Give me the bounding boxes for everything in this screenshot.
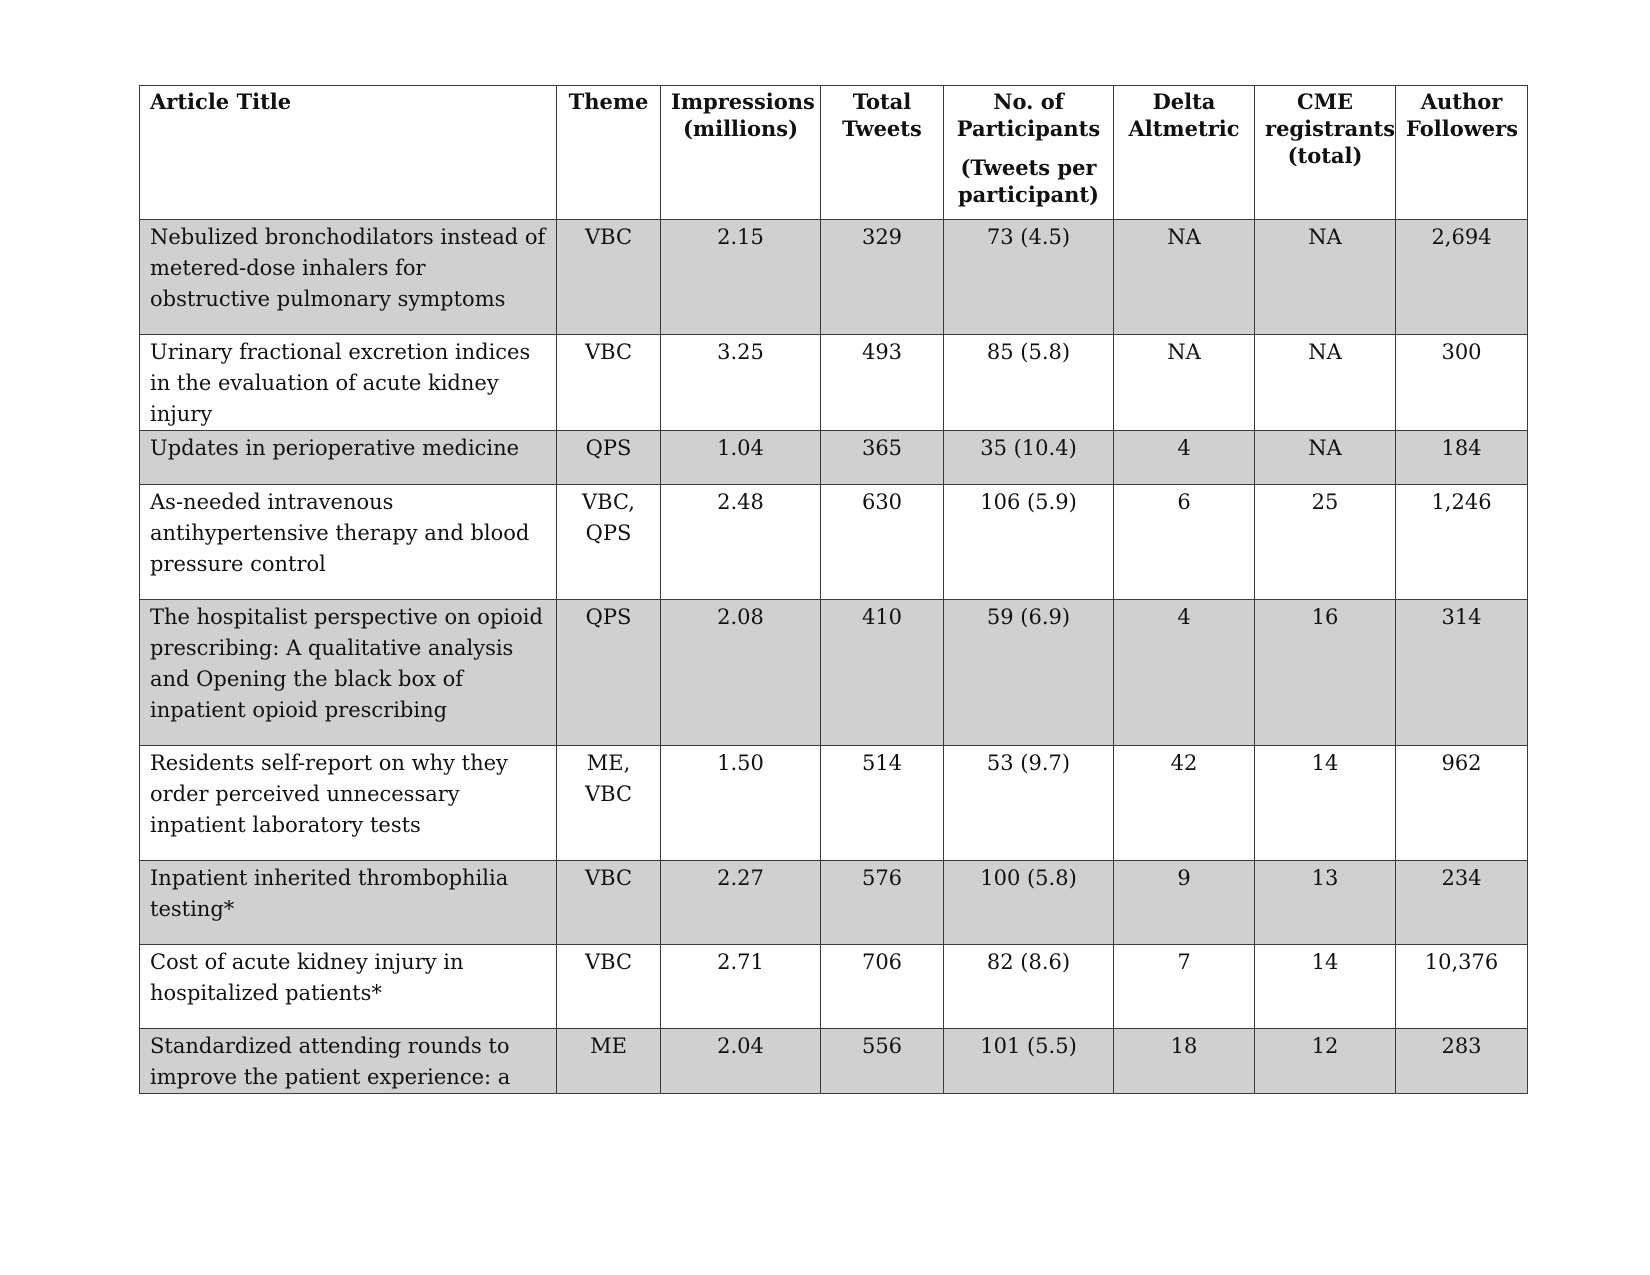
cell-article-title: Updates in perioperative medicine bbox=[140, 431, 557, 485]
cell-participants: 53 (9.7) bbox=[944, 746, 1114, 861]
cell-delta-altmetric: 4 bbox=[1114, 431, 1255, 485]
header-article-title: Article Title bbox=[140, 86, 557, 220]
cell-author-followers: 234 bbox=[1396, 861, 1528, 945]
header-impressions: Impressions (millions) bbox=[661, 86, 821, 220]
cell-delta-altmetric: 6 bbox=[1114, 485, 1255, 600]
table-row bbox=[140, 1029, 1528, 1094]
cell-total-tweets: 329 bbox=[821, 220, 944, 335]
cell-impressions: 2.27 bbox=[661, 861, 821, 945]
cell-delta-altmetric: 4 bbox=[1114, 600, 1255, 746]
cell-author-followers: 1,246 bbox=[1396, 485, 1528, 600]
cell-author-followers: 962 bbox=[1396, 746, 1528, 861]
header-theme: Theme bbox=[557, 86, 661, 220]
cell-total-tweets: 493 bbox=[821, 335, 944, 431]
cell-impressions: 2.08 bbox=[661, 600, 821, 746]
header-participants-main: No. of Participants bbox=[956, 89, 1101, 141]
cell-author-followers: 300 bbox=[1396, 335, 1528, 431]
cell-theme: VBC bbox=[557, 220, 661, 335]
cell-author-followers: 10,376 bbox=[1396, 945, 1528, 1029]
header-total-tweets: Total Tweets bbox=[821, 86, 944, 220]
cell-article-title: The hospitalist perspective on opioid prescribing: A qualitative analysis and Opening the black box of inpatient opioid prescribing bbox=[140, 600, 557, 746]
header-participants-sub: (Tweets per participant) bbox=[958, 155, 1099, 207]
cell-impressions: 1.50 bbox=[661, 746, 821, 861]
cell-theme: VBC bbox=[557, 861, 661, 945]
cell-article-title: Residents self-report on why they order perceived unnecessary inpatient laboratory tests bbox=[140, 746, 557, 861]
cell-delta-altmetric: 9 bbox=[1114, 861, 1255, 945]
header-cme-registrants: CME registrants (total) bbox=[1255, 86, 1396, 220]
cell-cme-registrants: 16 bbox=[1255, 600, 1396, 746]
header-author-followers: Author Followers bbox=[1396, 86, 1528, 220]
cell-cme-registrants: NA bbox=[1255, 431, 1396, 485]
cell-theme: VBC, QPS bbox=[557, 485, 661, 600]
cell-impressions: 2.71 bbox=[661, 945, 821, 1029]
table-header-row bbox=[140, 86, 1528, 220]
cell-theme: QPS bbox=[557, 431, 661, 485]
cell-total-tweets: 365 bbox=[821, 431, 944, 485]
cell-cme-registrants: 12 bbox=[1255, 1029, 1396, 1094]
cell-total-tweets: 630 bbox=[821, 485, 944, 600]
table-row bbox=[140, 746, 1528, 861]
cell-author-followers: 314 bbox=[1396, 600, 1528, 746]
cell-article-title: Nebulized bronchodilators instead of metered-dose inhalers for obstructive pulmonary symptoms bbox=[140, 220, 557, 335]
cell-cme-registrants: NA bbox=[1255, 220, 1396, 335]
cell-cme-registrants: 14 bbox=[1255, 746, 1396, 861]
cell-delta-altmetric: 7 bbox=[1114, 945, 1255, 1029]
cell-participants: 101 (5.5) bbox=[944, 1029, 1114, 1094]
cell-theme: ME bbox=[557, 1029, 661, 1094]
cell-theme: ME, VBC bbox=[557, 746, 661, 861]
cell-participants: 59 (6.9) bbox=[944, 600, 1114, 746]
cell-participants: 85 (5.8) bbox=[944, 335, 1114, 431]
cell-delta-altmetric: 42 bbox=[1114, 746, 1255, 861]
cell-article-title: As-needed intravenous antihypertensive therapy and blood pressure control bbox=[140, 485, 557, 600]
cell-delta-altmetric: NA bbox=[1114, 220, 1255, 335]
table-row bbox=[140, 861, 1528, 945]
cell-impressions: 3.25 bbox=[661, 335, 821, 431]
cell-theme: VBC bbox=[557, 335, 661, 431]
cell-article-title: Standardized attending rounds to improve the patient experience: a bbox=[140, 1029, 557, 1094]
cell-impressions: 2.15 bbox=[661, 220, 821, 335]
cell-delta-altmetric: 18 bbox=[1114, 1029, 1255, 1094]
cell-impressions: 2.04 bbox=[661, 1029, 821, 1094]
cell-total-tweets: 556 bbox=[821, 1029, 944, 1094]
cell-participants: 73 (4.5) bbox=[944, 220, 1114, 335]
cell-cme-registrants: 13 bbox=[1255, 861, 1396, 945]
cell-author-followers: 184 bbox=[1396, 431, 1528, 485]
cell-total-tweets: 576 bbox=[821, 861, 944, 945]
cell-participants: 35 (10.4) bbox=[944, 431, 1114, 485]
cell-total-tweets: 706 bbox=[821, 945, 944, 1029]
header-participants bbox=[944, 86, 1114, 220]
table-row bbox=[140, 431, 1528, 485]
cell-cme-registrants: 14 bbox=[1255, 945, 1396, 1029]
cell-impressions: 1.04 bbox=[661, 431, 821, 485]
table-row bbox=[140, 945, 1528, 1029]
cell-participants: 100 (5.8) bbox=[944, 861, 1114, 945]
cell-article-title: Urinary fractional excretion indices in the evaluation of acute kidney injury bbox=[140, 335, 557, 431]
cell-author-followers: 283 bbox=[1396, 1029, 1528, 1094]
article-metrics-table bbox=[139, 85, 1528, 1094]
table-row bbox=[140, 485, 1528, 600]
cell-theme: QPS bbox=[557, 600, 661, 746]
cell-cme-registrants: NA bbox=[1255, 335, 1396, 431]
table-row bbox=[140, 220, 1528, 335]
table-row bbox=[140, 335, 1528, 431]
cell-total-tweets: 410 bbox=[821, 600, 944, 746]
header-delta-altmetric: Delta Altmetric bbox=[1114, 86, 1255, 220]
cell-participants: 106 (5.9) bbox=[944, 485, 1114, 600]
cell-author-followers: 2,694 bbox=[1396, 220, 1528, 335]
cell-theme: VBC bbox=[557, 945, 661, 1029]
cell-impressions: 2.48 bbox=[661, 485, 821, 600]
cell-article-title: Cost of acute kidney injury in hospitalized patients* bbox=[140, 945, 557, 1029]
table-row bbox=[140, 600, 1528, 746]
cell-participants: 82 (8.6) bbox=[944, 945, 1114, 1029]
cell-article-title: Inpatient inherited thrombophilia testing* bbox=[140, 861, 557, 945]
cell-total-tweets: 514 bbox=[821, 746, 944, 861]
cell-cme-registrants: 25 bbox=[1255, 485, 1396, 600]
cell-delta-altmetric: NA bbox=[1114, 335, 1255, 431]
